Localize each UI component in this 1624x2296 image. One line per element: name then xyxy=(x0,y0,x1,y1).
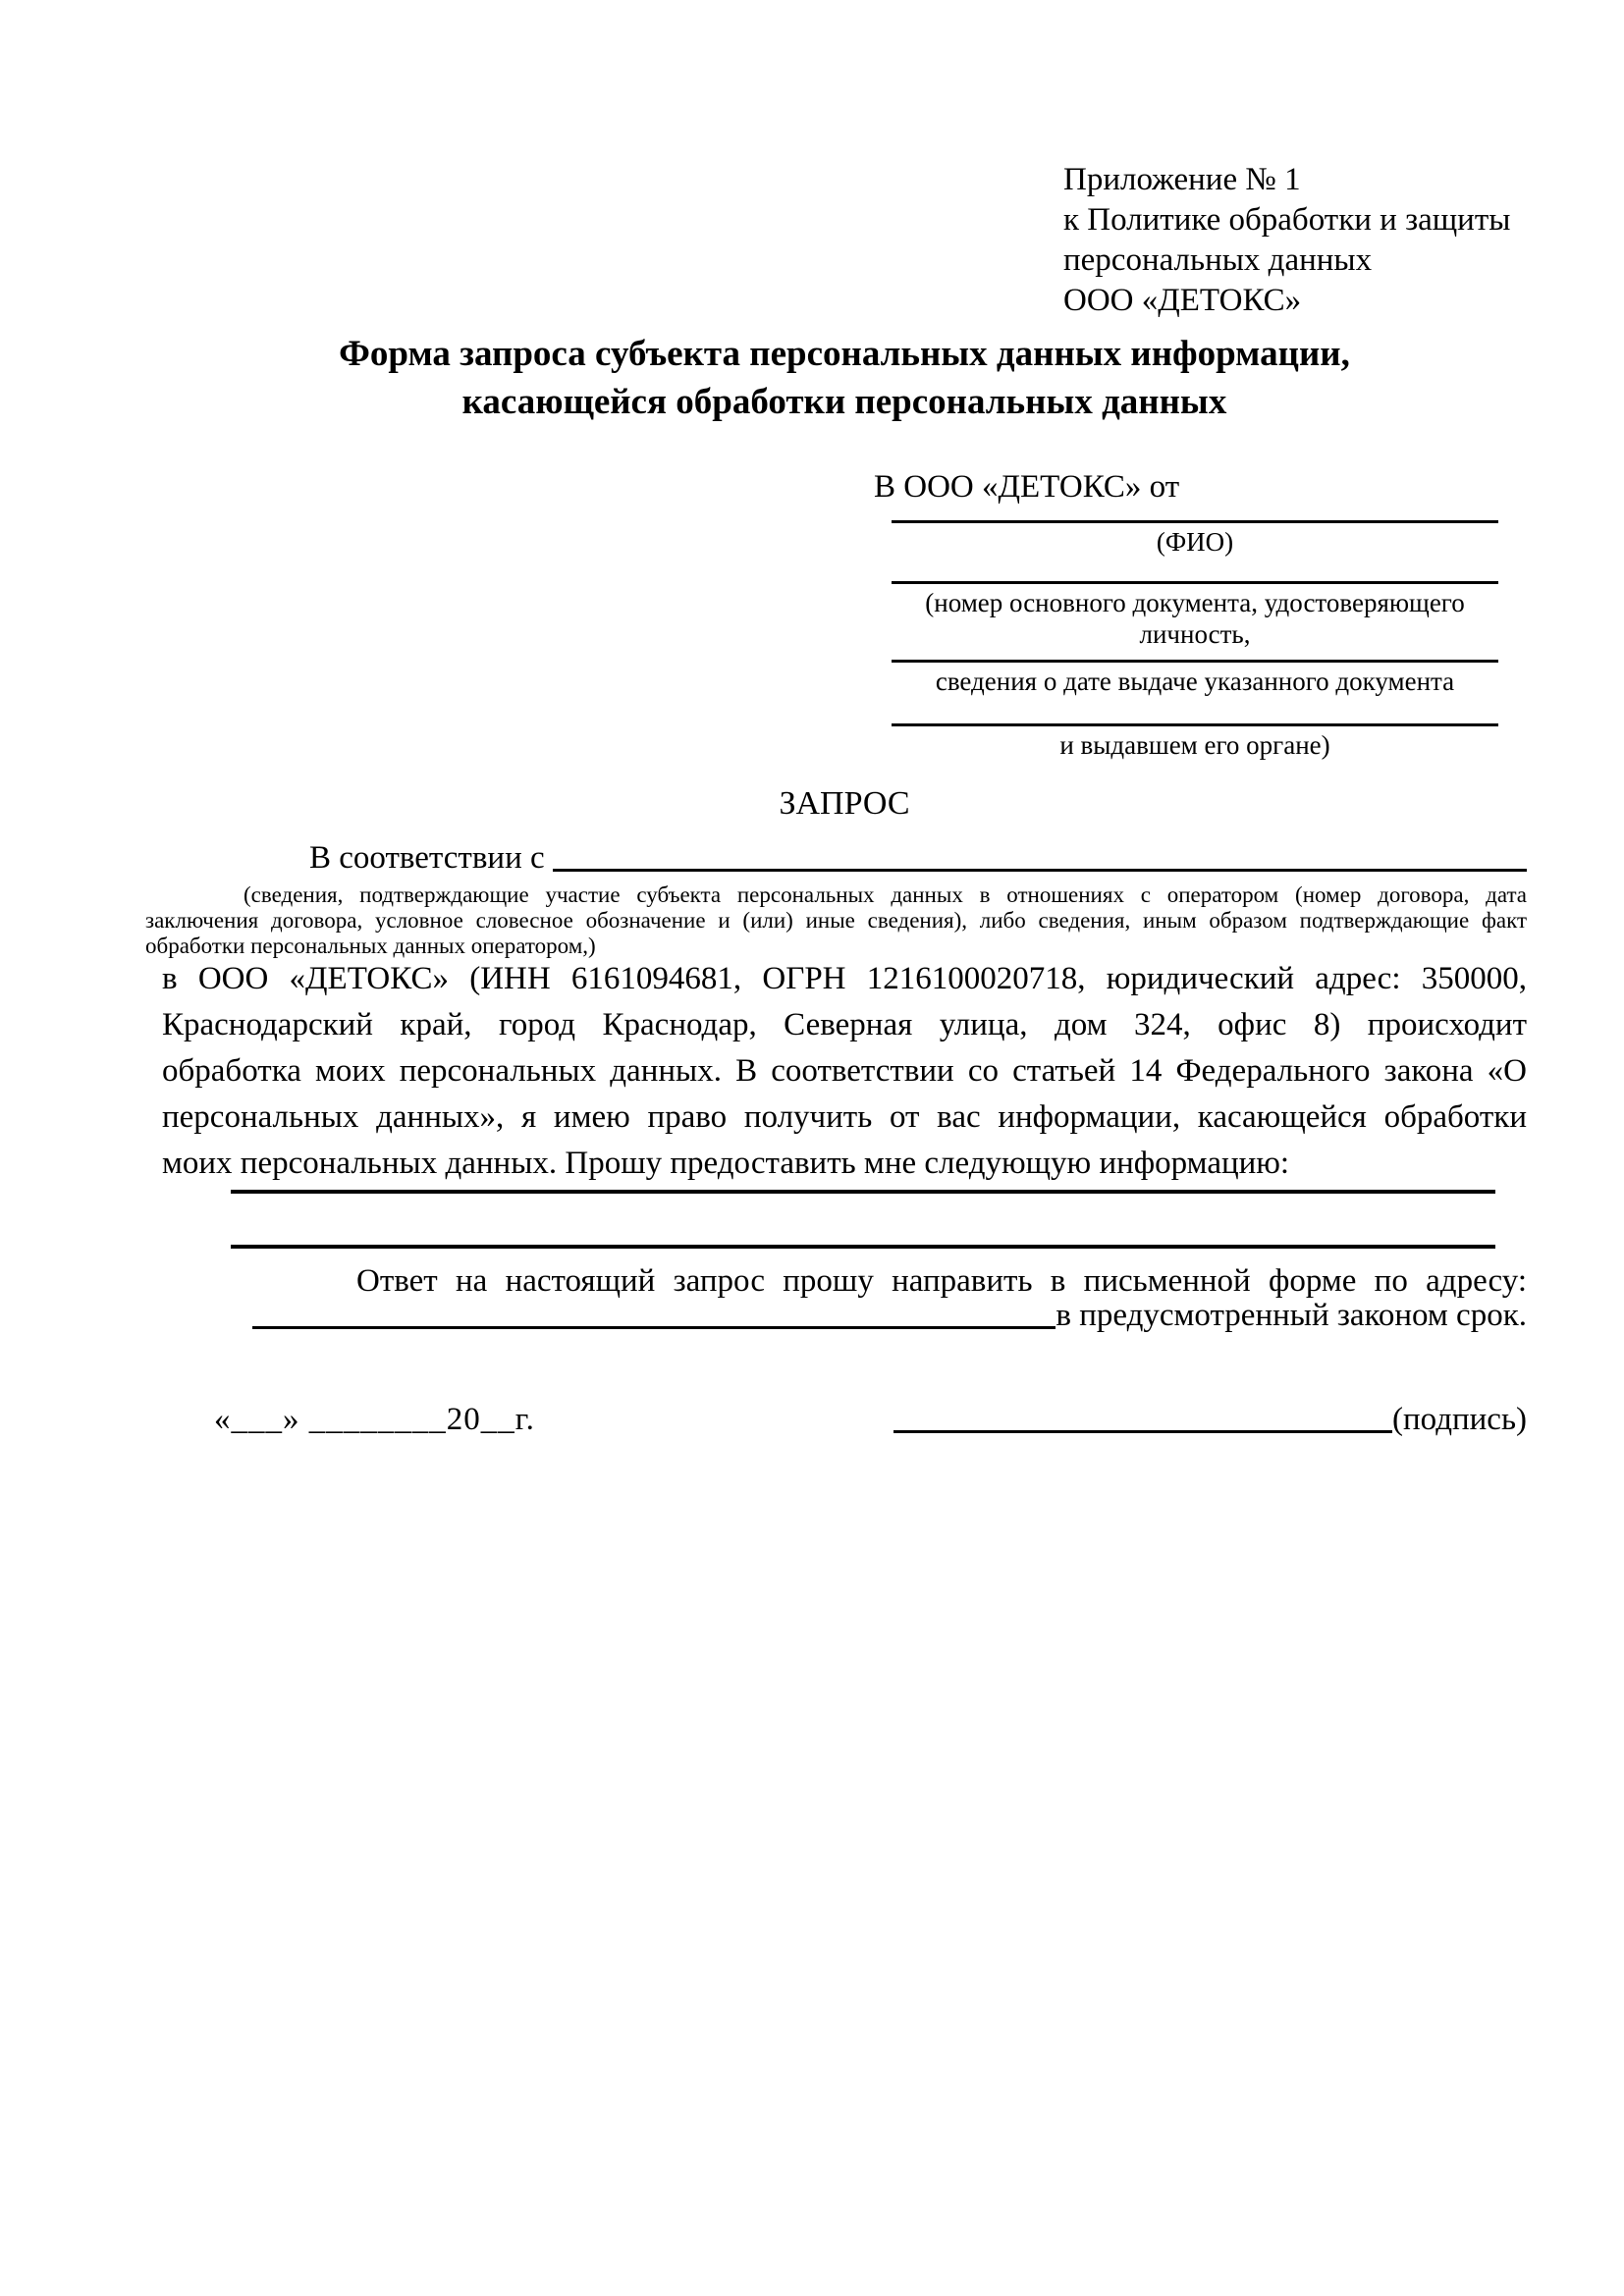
reply-tail-text: в предусмотренный законом срок. xyxy=(1056,1298,1527,1333)
clarification-paragraph xyxy=(145,882,1527,959)
appendix-line: к Политике обработки и защиты xyxy=(1063,202,1511,238)
address-blank-line xyxy=(252,1298,1056,1329)
issuing-authority-blank-line xyxy=(892,723,1498,726)
fio-blank-line xyxy=(892,520,1498,523)
document-title-line: Форма запроса субъекта персональных данных информации, xyxy=(339,334,1350,374)
body-line: обработка моих персональных данных. В соответствии со статьей 14 Федерального закона «О xyxy=(162,1053,1527,1089)
body-line: в ООО «ДЕТОКС» (ИНН 6161094681, ОГРН 1216100020718, юридический адрес: 350000, xyxy=(162,961,1527,996)
date-blank-line: «___» ________20__г. xyxy=(214,1402,535,1437)
clarification-line: (сведения, подтверждающие участие субъекта персональных данных в отношениях с оператором (номер договора, дата xyxy=(244,882,1527,907)
signature-blank-line xyxy=(893,1402,1392,1433)
issue-date-blank-line xyxy=(892,660,1498,663)
fio-caption: (ФИО) xyxy=(1156,527,1234,557)
body-line: персональных данных», я имею право получить от вас информации, касающейся обработки xyxy=(162,1099,1527,1135)
appendix-line: Приложение № 1 xyxy=(1063,162,1301,197)
reply-tail-row xyxy=(252,1298,1527,1334)
accordance-label: В соответствии с xyxy=(309,840,545,876)
body-paragraph xyxy=(162,956,1527,1187)
appendix-header xyxy=(1063,160,1510,321)
appendix-line: персональных данных xyxy=(1063,242,1373,278)
accordance-row xyxy=(162,840,1527,877)
appendix-line: ООО «ДЕТОКС» xyxy=(1063,283,1302,318)
addressee-line: В ООО «ДЕТОКС» от xyxy=(874,469,1180,505)
body-line: моих персональных данных. Прошу предоставить мне следующую информацию: xyxy=(162,1146,1290,1181)
body-line: Краснодарский край, город Краснодар, Северная улица, дом 324, офис 8) происходит xyxy=(162,1007,1527,1042)
clarification-line: обработки персональных данных оператором,) xyxy=(145,934,596,958)
information-blank-line-1 xyxy=(231,1190,1495,1194)
document-title-line: касающейся обработки персональных данных xyxy=(461,382,1227,422)
information-blank-line-2 xyxy=(231,1245,1495,1249)
clarification-line: заключения договора, условное словесное обозначение и (или) иные сведения), либо сведения, иным образом подтверждающие факт xyxy=(145,908,1527,933)
document-number-blank-line xyxy=(892,581,1498,584)
signature-row xyxy=(893,1402,1527,1438)
document-number-caption: (номер основного документа, удостоверяющего личность, xyxy=(925,588,1465,649)
request-heading: ЗАПРОС xyxy=(779,785,910,822)
signature-caption: (подпись) xyxy=(1392,1402,1527,1437)
reply-address-line: Ответ на настоящий запрос прошу направить в письменной форме по адресу: xyxy=(356,1263,1527,1299)
issuing-authority-caption: и выдавшем его органе) xyxy=(1059,730,1330,760)
document-title xyxy=(162,330,1527,426)
accordance-blank-line xyxy=(553,840,1527,872)
issue-date-caption: сведения о дате выдаче указанного документа xyxy=(935,667,1455,696)
